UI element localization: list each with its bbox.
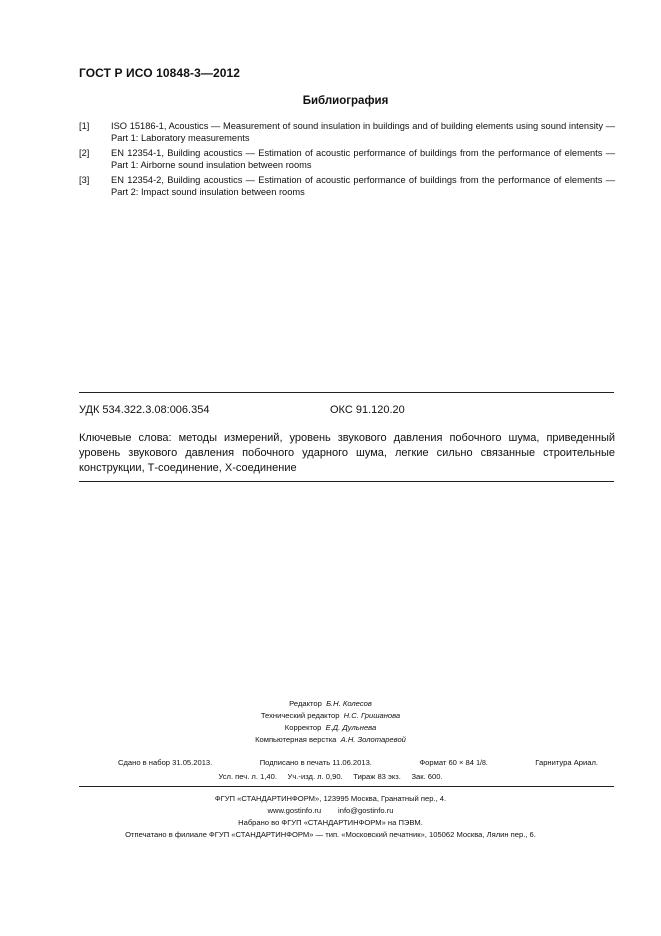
- bibliography-item: [79, 121, 615, 144]
- divider-top: [79, 392, 614, 393]
- signed-date: Подписано в печать 11.06.2013.: [259, 758, 372, 767]
- email-link[interactable]: info@gostinfo.ru: [338, 806, 394, 815]
- editor-line: [0, 699, 661, 708]
- bibliography-item-number: [3]: [79, 175, 90, 185]
- keywords: Ключевые слова: методы измерений, уровень звукового давления побочного шума, приведенный уровень звукового давления побочного ударного шума, легкие сильно связанные строительные конструкции, Т-соединение, Х-соединение: [79, 432, 615, 474]
- tech-editor-line: [0, 711, 661, 720]
- typeset-line: Набрано во ФГУП «СТАНДАРТИНФОРМ» на ПЭВМ.: [238, 818, 423, 827]
- publishing-row-1: [118, 758, 598, 767]
- bibliography-item: [79, 148, 615, 171]
- order-number: Зак. 600.: [411, 772, 443, 781]
- bibliography-item-number: [2]: [79, 148, 90, 158]
- printed-line: Отпечатано в филиале ФГУП «СТАНДАРТИНФОРМ» — тип. «Московский печатник», 105062 Москва, Лялин пер., 6.: [125, 830, 536, 839]
- proofreader-line: [0, 723, 661, 732]
- bibliography-item-text: EN 12354-2, Building acoustics — Estimation of acoustic performance of buildings from the performance of elements — Part 2: Impact sound insulation between rooms: [111, 175, 615, 197]
- proofreader-label: Корректор: [284, 723, 322, 732]
- layout-line: [0, 735, 661, 744]
- editor-name: Б.Н. Колесов: [326, 699, 372, 708]
- bibliography-title: Библиография: [302, 95, 389, 107]
- divider-keywords: [79, 481, 614, 482]
- bibliography-list: [79, 121, 615, 202]
- website-link[interactable]: www.gostinfo.ru: [267, 806, 322, 815]
- oks-code: ОКС 91.120.20: [330, 404, 405, 416]
- paper-format: Формат 60 × 84 1/8.: [419, 758, 488, 767]
- document-code: ГОСТ Р ИСО 10848-3—2012: [79, 66, 241, 80]
- publishing-row-2: [0, 772, 661, 781]
- bibliography-item-number: [1]: [79, 121, 90, 131]
- udc-code: УДК 534.322.3.08:006.354: [79, 404, 210, 416]
- proofreader-name: Е.Д. Дульнева: [325, 723, 377, 732]
- layout-name: А.Н. Золотаревой: [340, 735, 406, 744]
- bibliography-item-text: ISO 15186-1, Acoustics — Measurement of sound insulation in buildings and of building elements using sound intensity — Part 1: Laboratory measurements: [111, 121, 615, 143]
- bibliography-item-text: EN 12354-1, Building acoustics — Estimation of acoustic performance of buildings from the performance of elements — Part 1: Airborne sound insulation between rooms: [111, 148, 615, 170]
- publisher-address: ФГУП «СТАНДАРТИНФОРМ», 123995 Москва, Гранатный пер., 4.: [214, 794, 447, 803]
- submitted-date: Сдано в набор 31.05.2013.: [118, 758, 213, 767]
- typeface: Гарнитура Ариал.: [535, 758, 598, 767]
- divider-footer: [79, 786, 614, 787]
- tech-editor-label: Технический редактор: [260, 711, 340, 720]
- pub-sheets: Уч.-изд. л. 0,90.: [287, 772, 343, 781]
- bibliography-item: [79, 175, 615, 198]
- circulation: Тираж 83 экз.: [353, 772, 401, 781]
- format-fraction: 1/8.: [476, 760, 488, 767]
- editor-label: Редактор: [289, 699, 322, 708]
- tech-editor-name: Н.С. Гришанова: [343, 711, 401, 720]
- contacts-line: [0, 806, 661, 815]
- print-sheets: Усл. печ. л. 1,40.: [218, 772, 277, 781]
- layout-label: Компьютерная верстка: [255, 735, 337, 744]
